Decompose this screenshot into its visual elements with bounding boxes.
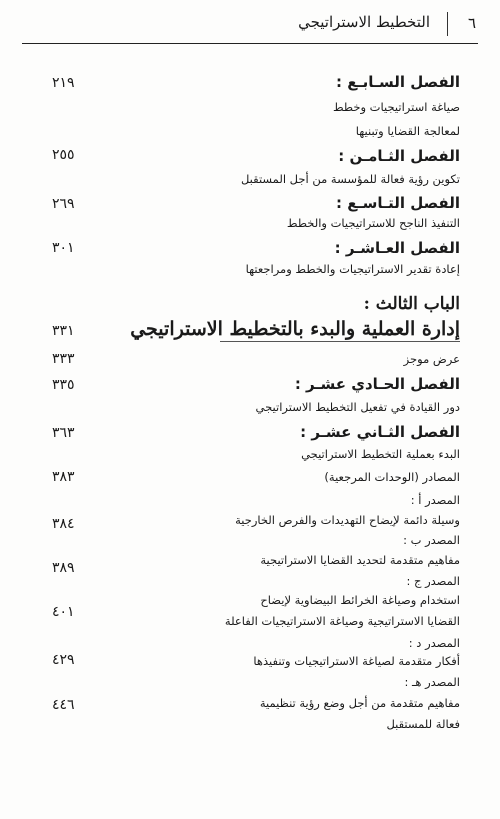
chapter-9-line-1: التنفيذ الناجح للاستراتيجيات والخطط: [286, 216, 460, 230]
reference-e-line-2: فعالة للمستقبل: [386, 717, 460, 731]
reference-b-text: مفاهيم متقدمة لتحديد القضايا الاستراتيجية: [260, 553, 460, 567]
chapter-10-title: الفصل العـاشـر :: [334, 239, 460, 257]
reference-b-label: المصدر ب :: [403, 533, 460, 547]
chapter-8-page: ٢٥٥: [52, 147, 75, 163]
chapter-11-page: ٣٣٥: [52, 377, 75, 393]
references-label: المصادر (الوحدات المرجعية): [324, 470, 460, 484]
part-3-subtitle-page: ٣٣١: [52, 323, 75, 339]
reference-d-page: ٤٢٩: [52, 652, 75, 668]
reference-d-text: أفكار متقدمة لصياغة الاستراتيجيات وتنفيذها: [253, 654, 460, 668]
chapter-7-line-2: لمعالجة القضايا وتبنيها: [355, 124, 460, 138]
chapter-7-line-1: صياغة استراتيجيات وخطط: [333, 100, 460, 114]
chapter-8-line-1: تكوين رؤية فعالة للمؤسسة من أجل المستقبل: [240, 172, 460, 186]
part-3-subtitle: إدارة العملية والبدء بالتخطيط الاستراتيجي: [130, 318, 460, 340]
chapter-11-line-1: دور القيادة في تفعيل التخطيط الاستراتيجي: [255, 400, 460, 414]
chapter-7-page: ٢١٩: [52, 75, 75, 91]
chapter-11-title: الفصل الحـادي عشـر :: [294, 375, 460, 393]
references-page: ٣٨٣: [52, 469, 75, 485]
chapter-9-title: الفصل التـاسـع :: [336, 194, 460, 212]
reference-c-page: ٤٠١: [52, 604, 75, 620]
chapter-8-title: الفصل الثـامـن :: [338, 147, 460, 165]
part-3-underline: [220, 341, 460, 342]
header-rule: [22, 43, 478, 44]
chapter-12-line-1: البدء بعملية التخطيط الاستراتيجي: [301, 447, 460, 461]
part-3-title: الباب الثالث :: [363, 294, 460, 314]
page-header: [22, 10, 478, 40]
reference-a-page: ٣٨٤: [52, 516, 75, 532]
reference-a-text: وسيلة دائمة لإيضاح التهديدات والفرص الخارجية: [235, 513, 460, 527]
reference-d-label: المصدر د :: [408, 636, 460, 650]
reference-c-label: المصدر ج :: [406, 574, 460, 588]
running-title: التخطيط الاستراتيجي: [298, 13, 430, 31]
reference-a-label: المصدر أ :: [410, 493, 460, 507]
reference-c-line-2: القضايا الاستراتيجية وصياغة الاستراتيجيات الفاعلة: [224, 614, 460, 628]
chapter-12-page: ٣٦٣: [52, 425, 75, 441]
reference-e-page: ٤٤٦: [52, 697, 75, 713]
reference-e-line-1: مفاهيم متقدمة من أجل وضع رؤية تنظيمية: [259, 696, 460, 710]
overview-page: ٣٣٣: [52, 351, 75, 367]
chapter-12-title: الفصل الثـاني عشـر :: [300, 423, 460, 441]
header-separator: [447, 12, 448, 36]
chapter-10-page: ٣٠١: [52, 240, 75, 256]
page-number: ٦: [467, 14, 476, 32]
overview-label: عرض موجز: [403, 352, 460, 366]
chapter-9-page: ٢٦٩: [52, 196, 75, 212]
chapter-10-line-1: إعادة تقدير الاستراتيجيات والخطط ومراجعتها: [245, 262, 460, 276]
reference-e-label: المصدر هـ :: [404, 675, 460, 689]
reference-b-page: ٣٨٩: [52, 560, 75, 576]
chapter-7-title: الفصل السـابـع :: [336, 73, 460, 91]
reference-c-line-1: استخدام وصياغة الخرائط البيضاوية لإيضاح: [260, 593, 460, 607]
